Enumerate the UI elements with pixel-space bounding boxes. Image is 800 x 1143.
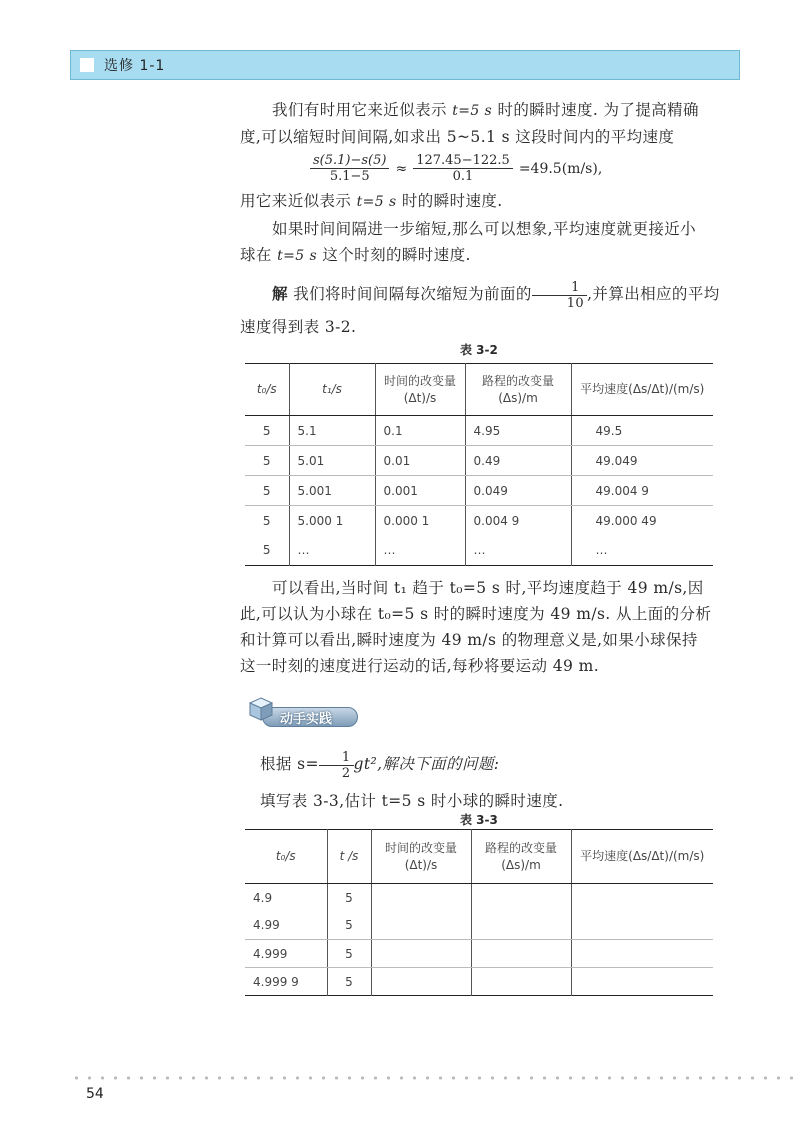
- table-3-2-header-avg-speed: 平均速度(Δs/Δt)/(m/s): [571, 364, 713, 416]
- table-row: 5 … … … …: [245, 536, 713, 566]
- table-3-2-header-ds: 路程的改变量 (Δs)/m: [465, 364, 571, 416]
- paragraph-3: 如果时间间隔进一步缩短,那么可以想象,平均速度就更接近小 球在 t=5 s 这个时刻的瞬时速度.: [240, 220, 697, 264]
- formula-left-fraction: $\frac{s(5.1)-s(5)}{5.1-5}$: [310, 153, 389, 184]
- table-row: 5 5.01 0.01 0.49 49.049: [245, 446, 713, 476]
- table-3-2: [245, 363, 713, 566]
- table-3-2-header-t1: t₁/s: [289, 364, 375, 416]
- table-3-3-caption: 表 3-3: [460, 813, 498, 827]
- table-3-3-header-ds: 路程的改变量 (Δs)/m: [471, 830, 571, 884]
- hands-on-practice-badge: [244, 694, 360, 730]
- table-3-2-header-t0: t₀/s: [245, 364, 289, 416]
- formula-right-fraction: $\frac{127.45-122.5}{0.1}$: [413, 153, 513, 184]
- paragraph-conclusion: 可以看出,当时间 t₁ 趋于 t₀=5 s 时,平均速度趋于 49 m/s,因 此,可以认为小球在 t₀=5 s 时的瞬时速度为 49 m/s. 从上面的分析 和计算可以看出,瞬时速度为 49 m/s 的物理意义是,如果小球保持 这一时刻的速度进行运动的话,每秒将要运动 49 m.: [240, 579, 712, 675]
- table-row: 4.9 5: [245, 884, 713, 912]
- one-half-fraction: $\frac{1}{2}$: [319, 750, 354, 781]
- paragraph-fill-table: 填写表 3-3,估计 t=5 s 时小球的瞬时速度.: [260, 792, 564, 810]
- table-row: 5 5.1 0.1 4.95 49.5: [245, 416, 713, 446]
- table-3-2-caption: 表 3-2: [460, 343, 498, 357]
- header-title: 选修 1-1: [104, 58, 166, 74]
- header-band: [70, 50, 740, 80]
- table-row: 5 5.000 1 0.000 1 0.004 9 49.000 49: [245, 506, 713, 536]
- p1-text-c: 时的瞬时速度. 为了提高精确: [492, 101, 699, 119]
- table-3-2-header-dt: 时间的改变量 (Δt)/s: [375, 364, 465, 416]
- paragraph-solution: 解 我们将时间间隔每次缩短为前面的 $\frac{1}{10}$ ,并算出相应的平均 速度得到表 3-2.: [240, 279, 720, 336]
- header-square-marker: [80, 58, 94, 72]
- p1-math: t=5 s: [452, 103, 493, 119]
- paragraph-1: [240, 97, 720, 150]
- p1-line2: 度,可以缩短时间间隔,如求出 5~5.1 s 这段时间内的平均速度: [240, 128, 675, 146]
- average-speed-formula: [310, 153, 602, 184]
- solution-label: 解: [272, 285, 288, 303]
- p1-text-a: 我们有时用它来近似表示: [272, 101, 453, 119]
- table-row: 4.999 5: [245, 940, 713, 968]
- table-row: 4.99 5: [245, 912, 713, 940]
- paragraph-2: 用它来近似表示 t=5 s 时的瞬时速度.: [240, 192, 503, 210]
- one-tenth-fraction: $\frac{1}{10}$: [532, 280, 587, 311]
- formula-result: =49.5(m/s),: [518, 160, 603, 177]
- table-row: 5 5.001 0.001 0.049 49.004 9: [245, 476, 713, 506]
- cube-icon: [248, 696, 274, 722]
- table-3-3: [245, 829, 713, 996]
- page-number: 54: [86, 1086, 104, 1102]
- paragraph-task: 根据 s= $\frac{1}{2}$ gt²,解决下面的问题:: [260, 749, 500, 781]
- badge-label: 动手实践: [280, 712, 333, 727]
- table-row: 4.999 9 5: [245, 968, 713, 996]
- table-3-3-header-dt: 时间的改变量 (Δt)/s: [371, 830, 471, 884]
- table-3-3-header-t0: t₀/s: [245, 830, 327, 884]
- table-3-3-header-avg-speed: 平均速度(Δs/Δt)/(m/s): [571, 830, 713, 884]
- footer-dotted-rule: [70, 1076, 800, 1080]
- table-3-3-header-t: t /s: [327, 830, 371, 884]
- formula-approx: ≈: [395, 160, 408, 177]
